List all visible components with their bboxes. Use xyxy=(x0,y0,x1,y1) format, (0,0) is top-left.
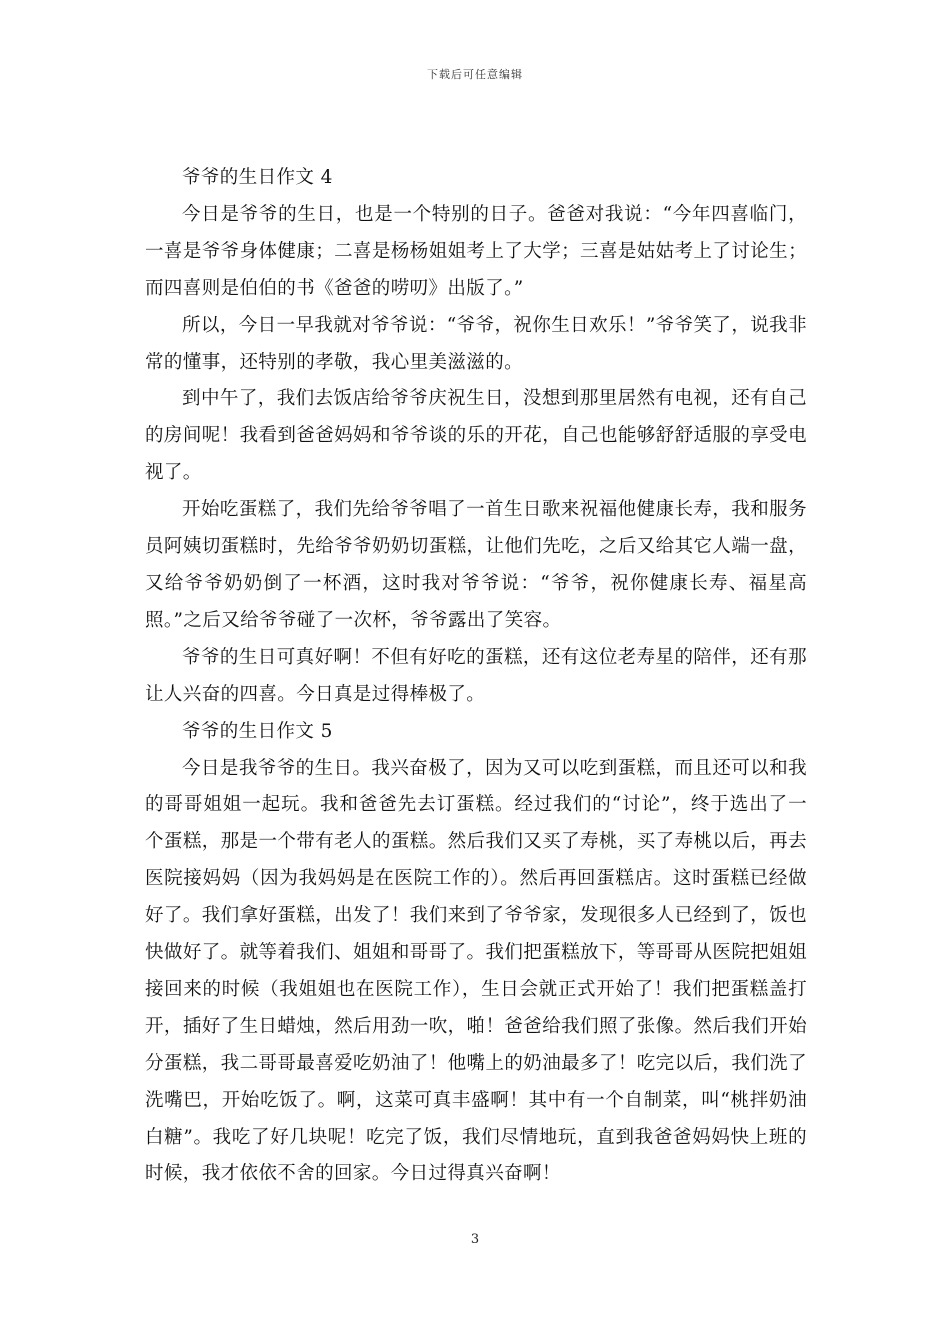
page-number: 3 xyxy=(470,1232,480,1247)
paragraph: 所以，今日一早我就对爷爷说：“爷爷，祝你生日欢乐！”爷爷笑了，说我非常的懂事，还特别的孝敬，我心里美滋滋的。 xyxy=(145,314,807,373)
paragraph: 开始吃蛋糕了，我们先给爷爷唱了一首生日歌来祝福他健康长寿，我和服务员阿姨切蛋糕时，先给爷爷奶奶切蛋糕，让他们先吃，之后又给其它人端一盘，又给爷爷奶奶倒了一杯酒，这时我对爷爷说：“爷爷，祝你健康长寿、福星高照。”之后又给爷爷碰了一次杯，爷爷露出了笑容。 xyxy=(145,499,807,631)
section-title: 爷爷的生日作文 4 xyxy=(182,167,333,188)
paragraph: 今日是我爷爷的生日。我兴奋极了，因为又可以吃到蛋糕，而且还可以和我的哥哥姐姐一起玩。我和爸爸先去订蛋糕。经过我们的“讨论”，终于选出了一个蛋糕，那是一个带有老人的蛋糕。然后我们又买了寿桃，买了寿桃以后，再去医院接妈妈（因为我妈妈是在医院工作的）。然后再回蛋糕店。这时蛋糕已经做好了。我们拿好蛋糕，出发了！我们来到了爷爷家，发现很多人已经到了，饭也快做好了。就等着我们、姐姐和哥哥了。我们把蛋糕放下，等哥哥从医院把姐姐接回来的时候（我姐姐也在医院工作），生日会就正式开始了！我们把蛋糕盖打开，插好了生日蜡烛，然后用劲一吹，啪！爸爸给我们照了张像。然后我们开始分蛋糕，我二哥哥最喜爱吃奶油了！他嘴上的奶油最多了！吃完以后，我们洗了洗嘴巴，开始吃饭了。啊，这菜可真丰盛啊！其中有一个自制菜，叫“桃拌奶油白糖”。我吃了好几块呢！吃完了饭，我们尽情地玩，直到我爸爸妈妈快上班的时候，我才依依不舍的回家。今日过得真兴奋啊！ xyxy=(145,757,807,1185)
paragraph: 到中午了，我们去饭店给爷爷庆祝生日，没想到那里居然有电视，还有自己的房间呢！我看到爸爸妈妈和爷爷谈的乐的开花，自己也能够舒舒适服的享受电视了。 xyxy=(145,388,807,484)
document-body xyxy=(145,160,807,1193)
paragraph: 今日是爷爷的生日，也是一个特别的日子。爸爸对我说：“今年四喜临门，一喜是爷爷身体健康；二喜是杨杨姐姐考上了大学；三喜是姑姑考上了讨论生；而四喜则是伯伯的书《爸爸的唠叨》出版了。” xyxy=(145,203,807,299)
paragraph: 爷爷的生日可真好啊！不但有好吃的蛋糕，还有这位老寿星的陪伴，还有那让人兴奋的四喜。今日真是过得棒极了。 xyxy=(145,646,807,705)
section-title: 爷爷的生日作文 5 xyxy=(182,720,333,742)
page-header: 下载后可任意编辑 xyxy=(427,68,523,81)
